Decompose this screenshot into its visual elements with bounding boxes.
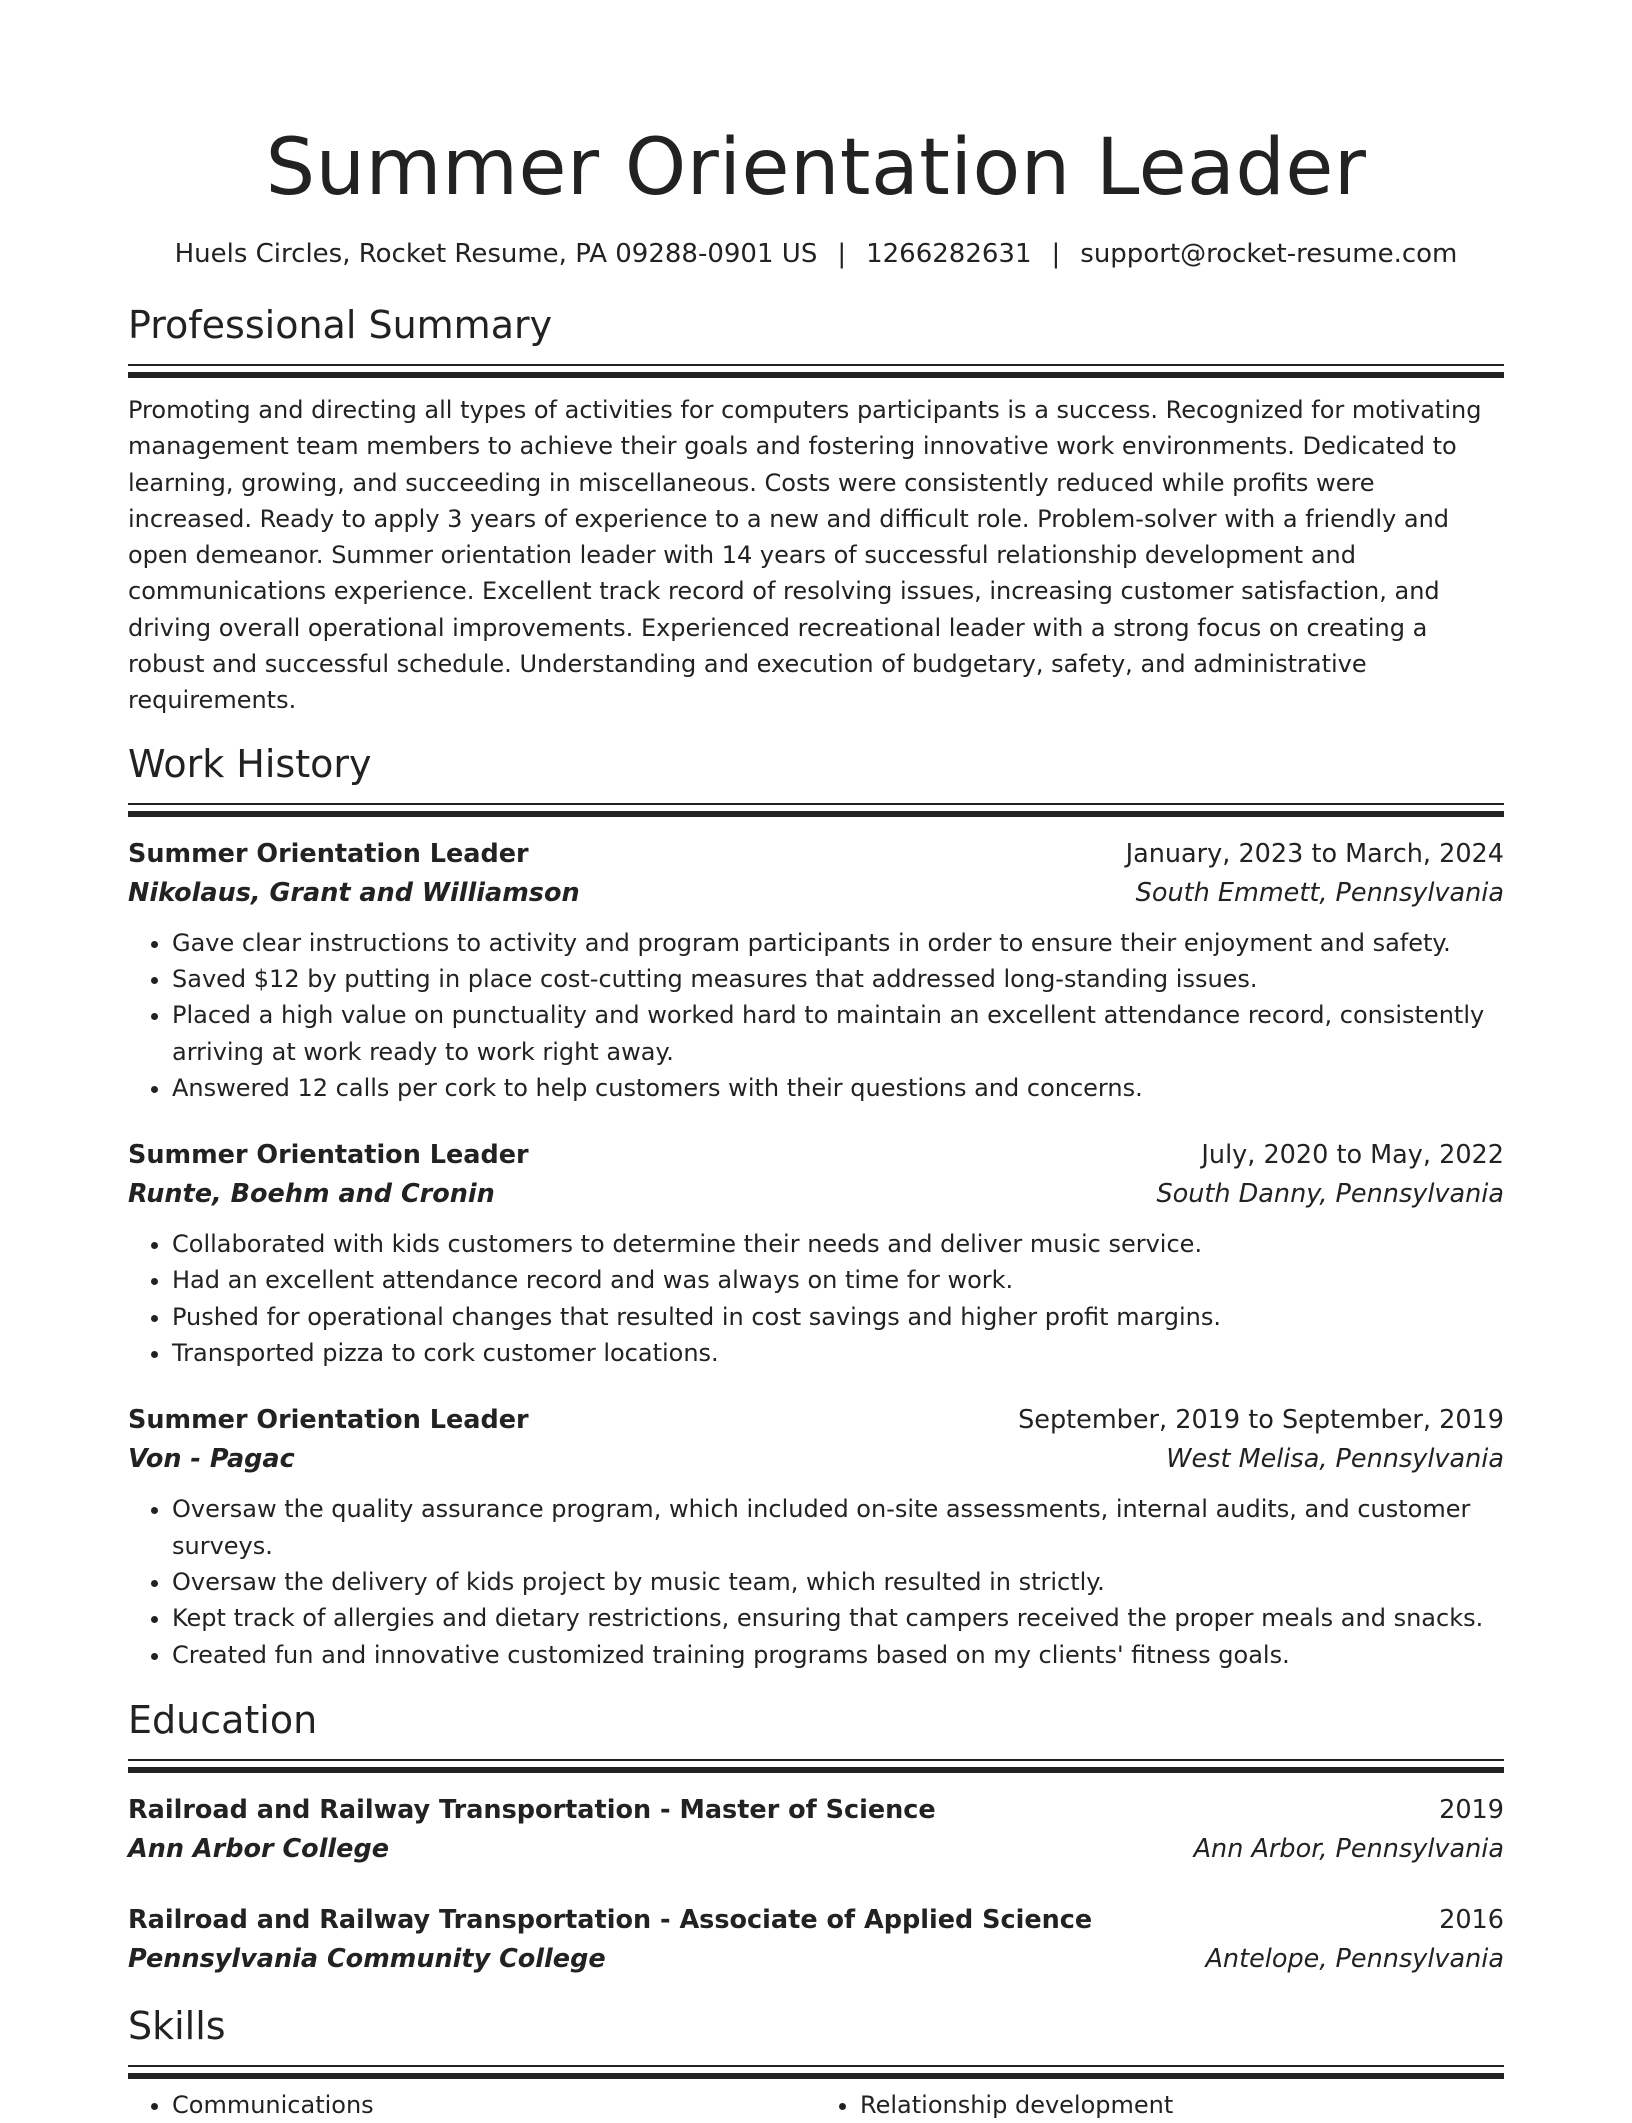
contact-line [128, 236, 1504, 272]
list-item: • Answered 12 calls per cork to help customers with their questions and concerns. [172, 1070, 1504, 1106]
education-school: Ann Arbor College [128, 1833, 390, 1864]
section-divider [128, 2065, 1504, 2079]
education-school: Pennsylvania Community College [128, 1943, 606, 1974]
list-item: • Oversaw the delivery of kids project by music team, which resulted in strictly. [172, 1564, 1504, 1600]
skills-heading: Skills [128, 2003, 226, 2048]
education-degree: Railroad and Railway Transportation - Master of Science [128, 1794, 936, 1825]
job-location: South Emmett, Pennsylvania [1135, 877, 1504, 908]
list-item: • Placed a high value on punctuality and worked hard to maintain an excellent attendance record, consistently arriving at work ready to work right away. [172, 997, 1504, 1070]
contact-email[interactable]: support@rocket-resume.com [1080, 239, 1458, 269]
skills-column-right [816, 2087, 1504, 2123]
resume-name: Summer Orientation Leader [265, 123, 1367, 213]
contact-separator: | [1051, 239, 1061, 269]
job-dates: January, 2023 to March, 2024 [1125, 838, 1504, 869]
list-item: • Kept track of allergies and dietary restrictions, ensuring that campers received the proper meals and snacks. [172, 1600, 1504, 1636]
job-company: Von - Pagac [128, 1444, 295, 1475]
summary-section [128, 300, 1504, 719]
skills-section [128, 2001, 1504, 2123]
summary-text: Promoting and directing all types of activities for computers participants is a success. Recognized for motivating management team members to achieve their goals and fostering innovative work environments. Dedicated to learning, growing, and succeeding in miscellaneous. Costs were consistently reduced while profits were increased. Ready to apply 3 years of experience to a new and difficult role. Problem-solver with a friendly and open demeanor. Summer orientation leader with 14 years of successful relationship development and communications experience. Excellent track record of resolving issues, increasing customer satisfaction, and driving overall operational improvements. Experienced recreational leader with a strong focus on creating a robust and successful schedule. Understanding and execution of budgetary, safety, and administrative requirements. [128, 396, 1482, 715]
job-location: South Danny, Pennsylvania [1156, 1179, 1504, 1210]
list-item: • Transported pizza to cork customer locations. [172, 1335, 1504, 1371]
job-title: Summer Orientation Leader [128, 1140, 529, 1171]
job-title: Summer Orientation Leader [128, 1405, 529, 1436]
contact-separator: | [837, 239, 847, 269]
list-item: • Had an excellent attendance record and was always on time for work. [172, 1262, 1504, 1298]
education-location: Ann Arbor, Pennsylvania [1193, 1833, 1504, 1864]
education-year: 2016 [1439, 1904, 1504, 1935]
summary-heading: Professional Summary [128, 303, 553, 347]
skills-list [128, 2087, 1504, 2123]
job-dates: September, 2019 to September, 2019 [1018, 1405, 1504, 1436]
work-history-heading: Work History [128, 741, 372, 786]
contact-phone: 1266282631 [866, 239, 1032, 269]
education-location: Antelope, Pennsylvania [1205, 1943, 1504, 1974]
list-item: • Collaborated with kids customers to determine their needs and deliver music service. [172, 1226, 1504, 1262]
education-section [128, 1695, 1504, 1979]
list-item: • Oversaw the quality assurance program, which included on-site assessments, internal audits, and customer surveys. [172, 1491, 1504, 1564]
job-title: Summer Orientation Leader [128, 838, 529, 869]
job-company: Nikolaus, Grant and Williamson [128, 877, 580, 908]
job-bullets [128, 925, 1504, 1106]
skill-item: • Communications [172, 2087, 816, 2123]
education-degree: Railroad and Railway Transportation - Associate of Applied Science [128, 1904, 1093, 1935]
job-bullets [128, 1491, 1504, 1672]
job-entry [128, 1401, 1504, 1672]
section-divider [128, 364, 1504, 378]
list-item: • Pushed for operational changes that resulted in cost savings and higher profit margins. [172, 1299, 1504, 1335]
section-divider [128, 803, 1504, 817]
list-item: • Created fun and innovative customized training programs based on my clients' fitness goals. [172, 1637, 1504, 1673]
job-company: Runte, Boehm and Cronin [128, 1179, 495, 1210]
job-dates: July, 2020 to May, 2022 [1201, 1140, 1504, 1171]
job-entry [128, 835, 1504, 1106]
education-entry [128, 1791, 1504, 1869]
job-entry [128, 1136, 1504, 1371]
list-item: • Gave clear instructions to activity and program participants in order to ensure their enjoyment and safety. [172, 925, 1504, 961]
work-history-section [128, 739, 1504, 1673]
job-location: West Melisa, Pennsylvania [1166, 1444, 1504, 1475]
job-bullets [128, 1226, 1504, 1371]
section-divider [128, 1759, 1504, 1773]
skill-item: • Relationship development [860, 2087, 1504, 2123]
education-entry [128, 1901, 1504, 1979]
education-heading: Education [128, 1697, 318, 1742]
list-item: • Saved $12 by putting in place cost-cutting measures that addressed long-standing issues. [172, 961, 1504, 997]
skills-column-left [128, 2087, 816, 2123]
contact-address: Huels Circles, Rocket Resume, PA 09288-0901 US [174, 239, 818, 269]
education-year: 2019 [1439, 1794, 1504, 1825]
